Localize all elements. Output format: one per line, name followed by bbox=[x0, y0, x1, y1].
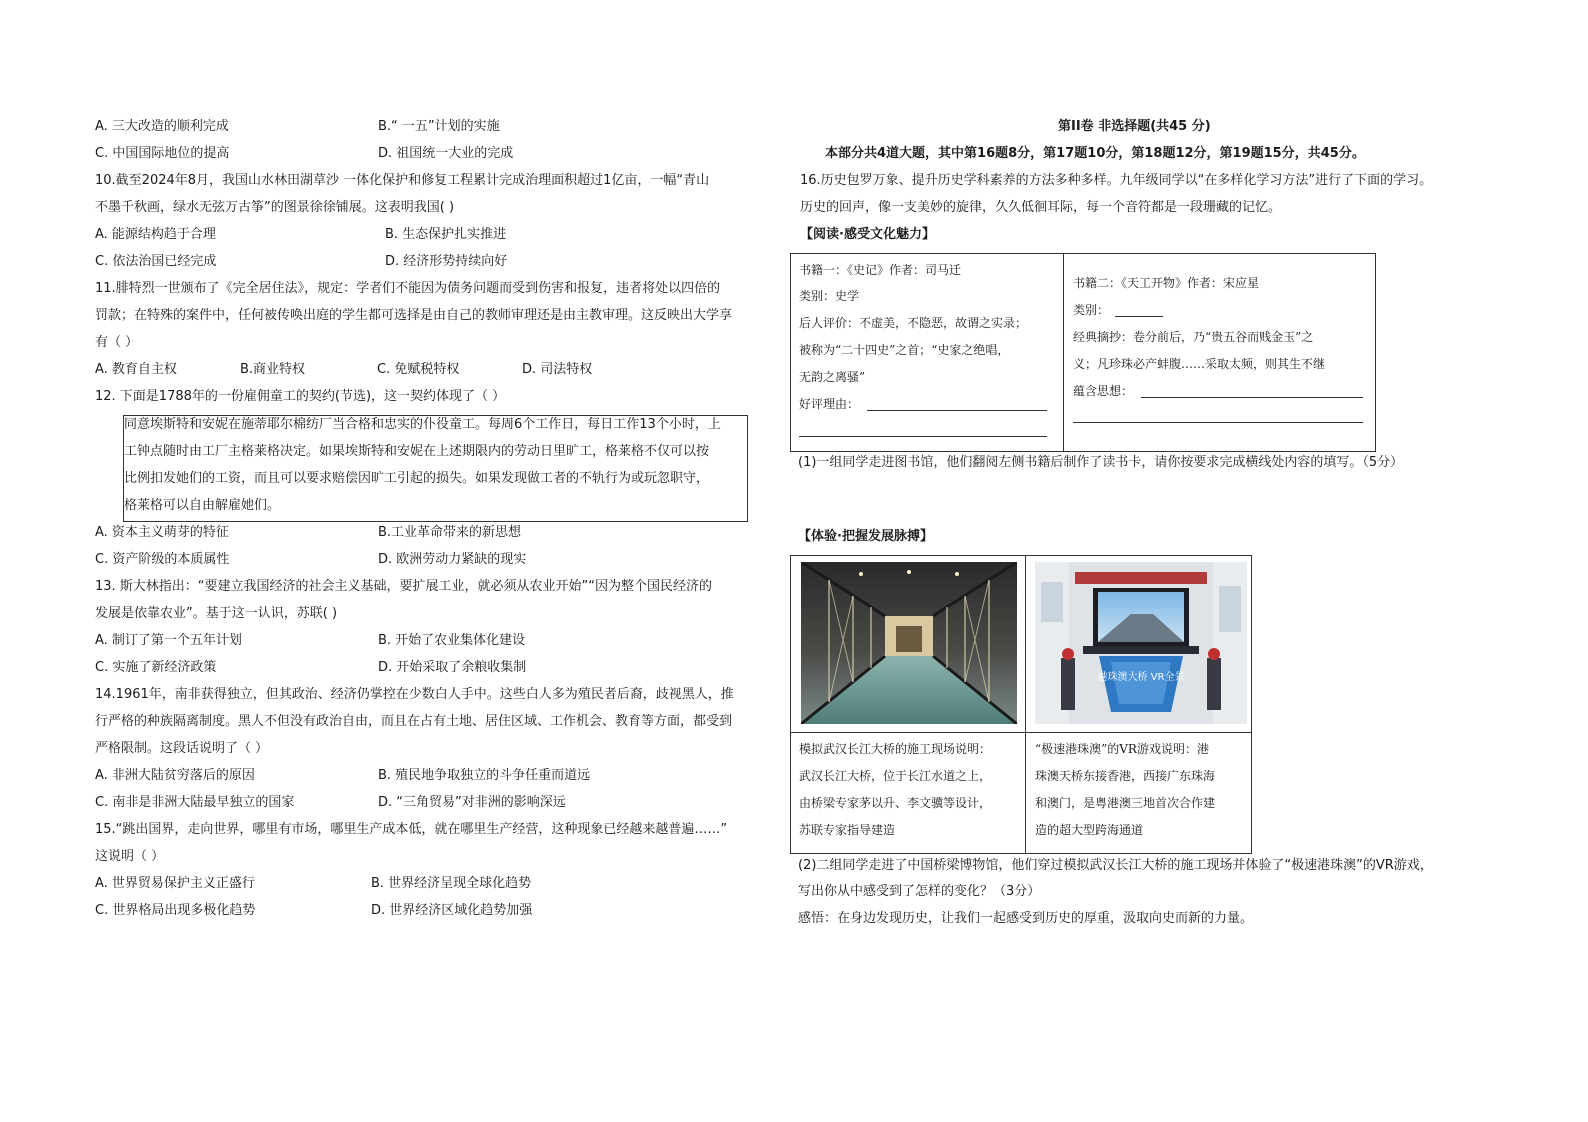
museum-photo-table bbox=[790, 555, 1252, 854]
book1-reason-blank[interactable] bbox=[867, 410, 1047, 411]
vr-booth-image bbox=[1035, 562, 1247, 724]
q10-option-d: D. 经济形势持续向好 bbox=[385, 254, 508, 269]
photo-table-divider bbox=[1025, 556, 1026, 853]
q13-option-c: C. 实施了新经济政策 bbox=[95, 660, 217, 675]
caption2-line1: “极速港珠澳”的VR游戏说明：港 bbox=[1035, 742, 1209, 756]
book1-title: 书籍一：《史记》作者：司马迁 bbox=[799, 263, 962, 277]
q13-option-b: B. 开始了农业集体化建设 bbox=[378, 633, 526, 648]
q10-option-c: C. 依法治国已经完成 bbox=[95, 254, 217, 269]
passage-line4: 格莱格可以自由解雇她们。 bbox=[124, 498, 281, 513]
q15-option-b: B. 世界经济呈现全球化趋势 bbox=[371, 876, 532, 891]
q14-option-a: A. 非洲大陆贫穷落后的原因 bbox=[95, 768, 255, 783]
table-divider bbox=[1063, 254, 1064, 451]
book2-excerpt-line1: 经典摘抄：卷分前后，乃“贵五谷而贱金玉”之 bbox=[1073, 330, 1314, 344]
q12-option-c: C. 资产阶级的本质属性 bbox=[95, 552, 230, 567]
book2-category-label: 类别： bbox=[1073, 303, 1110, 317]
q14-stem-line3: 严格限制。这段话说明了（ ） bbox=[95, 741, 269, 756]
caption1-line3: 由桥梁专家茅以升、李文骥等设计， bbox=[799, 796, 992, 810]
q14-option-d: D. “三角贸易”对非洲的影响深远 bbox=[378, 795, 566, 810]
q10-option-b: B. 生态保护扎实推进 bbox=[385, 227, 507, 242]
q12-option-a: A. 资本主义萌芽的特征 bbox=[95, 525, 229, 540]
q12-option-b: B.工业革命带来的新思想 bbox=[378, 525, 522, 540]
caption1-line4: 苏联专家指导建造 bbox=[799, 823, 896, 837]
caption1-line1: 模拟武汉长江大桥的施工现场说明： bbox=[799, 742, 992, 756]
book1-reason-label: 好评理由： bbox=[799, 397, 860, 411]
book2-title: 书籍二：《天工开物》作者：宋应星 bbox=[1073, 276, 1260, 290]
book1-review-line1: 后人评价：不虚美，不隐恶，故谓之实录； bbox=[799, 316, 1028, 330]
caption2-line2: 珠澳天桥东接香港，西接广东珠海 bbox=[1035, 769, 1216, 783]
q13-stem-line1: 13. 斯大林指出：“要建立我国经济的社会主义基础，要扩展工业，就必须从农业开始”“因为整个国民经济的 bbox=[95, 579, 713, 594]
q15-stem-line1: 15.“跳出国界，走向世界，哪里有市场，哪里生产成本低，就在哪里生产经营，这种现象已经越来越普遍……” bbox=[95, 822, 728, 837]
part-ii-note: 本部分共4道大题，其中第16题8分，第17题10分，第18题12分，第19题15分，共45分。 bbox=[825, 146, 1365, 161]
section-reading-title: 【阅读·感受文化魅力】 bbox=[800, 227, 935, 242]
caption2-line4: 造的超大型跨海通道 bbox=[1035, 823, 1144, 837]
q13-stem-line2: 发展是依靠农业”。基于这一认识，苏联( ) bbox=[95, 606, 338, 621]
passage-line2: 工钟点随时由工厂主格莱格决定。如果埃斯特和安妮在上述期限内的劳动日里旷工，格莱格不仅可以按 bbox=[124, 444, 710, 459]
passage-line3: 比例扣发她们的工资，而且可以要求赔偿因旷工引起的损失。如果发现做工者的不轨行为或玩忽职守， bbox=[124, 471, 710, 486]
section-experience-title: 【体验·把握发展脉搏】 bbox=[798, 529, 933, 544]
sub-question-2-line1: (2)二组同学走进了中国桥梁博物馆，他们穿过模拟武汉长江大桥的施工现场并体验了“极速港珠澳”的VR游戏， bbox=[798, 858, 1433, 873]
q16-stem-line1: 16.历史包罗万象、提升历史学科素养的方法多种多样。九年级同学以“在多样化学习方法”进行了下面的学习。 bbox=[800, 173, 1433, 188]
q9-option-b: B.“ 一五”计划的实施 bbox=[378, 119, 500, 134]
q15-stem-line2: 这说明（ ） bbox=[95, 849, 165, 864]
passage-line1: 同意埃斯特和安妮在施蒂耶尔棉纺厂当合格和忠实的仆役童工。每周6个工作日，每日工作13个小时，上 bbox=[124, 417, 721, 432]
sub-question-1: (1)一组同学走进图书馆，他们翻阅左侧书籍后制作了读书卡，请你按要求完成横线处内容的填写。（5分） bbox=[798, 455, 1404, 470]
book2-category-blank[interactable] bbox=[1115, 316, 1163, 317]
q10-stem-line2: 不墨千秋画，绿水无弦万古筝”的图景徐徐铺展。这表明我国( ) bbox=[95, 200, 455, 215]
q11-option-b: B.商业特权 bbox=[240, 362, 306, 377]
book2-thought-blank-2[interactable] bbox=[1073, 422, 1363, 423]
q9-option-a: A. 三大改造的顺利完成 bbox=[95, 119, 229, 134]
bridge-corridor-image bbox=[801, 562, 1017, 724]
q11-stem-line1: 11.腓特烈一世颁布了《完全居住法》，规定：学者们不能因为债务问题而受到伤害和报复，违者将处以四倍的 bbox=[95, 281, 721, 296]
q9-option-d: D. 祖国统一大业的完成 bbox=[378, 146, 514, 161]
vr-banner-text: 港珠澳大桥 VR全景 bbox=[1097, 672, 1185, 683]
q11-option-c: C. 免赋税特权 bbox=[377, 362, 460, 377]
q15-option-a: A. 世界贸易保护主义正盛行 bbox=[95, 876, 255, 891]
q14-option-b: B. 殖民地争取独立的斗争任重而道远 bbox=[378, 768, 591, 783]
part-ii-title: 第II卷 非选择题(共45 分) bbox=[1058, 119, 1211, 134]
q12-stem: 12. 下面是1788年的一份雇佣童工的契约(节选)，这一契约体现了（ ） bbox=[95, 389, 506, 404]
book2-excerpt-line2: 义；凡珍珠必产蚌腹……采取太频，则其生不继 bbox=[1073, 357, 1326, 371]
caption1-line2: 武汉长江大桥，位于长江水道之上， bbox=[799, 769, 992, 783]
book1-review-line3: 无韵之离骚” bbox=[799, 370, 866, 384]
q14-option-c: C. 南非是非洲大陆最早独立的国家 bbox=[95, 795, 295, 810]
caption2-line3: 和澳门，是粤港澳三地首次合作建 bbox=[1035, 796, 1216, 810]
q16-stem-line2: 历史的回声，像一支美妙的旋律，久久低徊耳际，每一个音符都是一段珊藏的记忆。 bbox=[800, 200, 1282, 215]
sub-question-2-line2: 写出你从中感受到了怎样的变化？（3分） bbox=[798, 884, 1041, 899]
q12-contract-passage bbox=[123, 415, 748, 522]
q15-option-c: C. 世界格局出现多极化趋势 bbox=[95, 903, 256, 918]
vr-game-photo bbox=[1035, 562, 1247, 724]
q11-stem-line2: 罚款；在特殊的案件中，任何被传唤出庭的学生都可选择是由自己的教师审理还是由主教审理。这反映出大学享 bbox=[95, 308, 733, 323]
q14-stem-line2: 行严格的种族隔离制度。黑人不但没有政治自由，而且在占有土地、居住区域、工作机会、教育等方面，都受到 bbox=[95, 714, 733, 729]
q14-stem-line1: 14.1961年，南非获得独立，但其政治、经济仍掌控在少数白人手中。这些白人多为殖民者后裔，歧视黑人，推 bbox=[95, 687, 734, 702]
book1-reason-blank-2[interactable] bbox=[799, 436, 1047, 437]
book2-thought-label: 蕴含思想： bbox=[1073, 384, 1134, 398]
q11-stem-line3: 有（ ） bbox=[95, 335, 139, 350]
q15-option-d: D. 世界经济区域化趋势加强 bbox=[371, 903, 533, 918]
q11-option-d: D. 司法特权 bbox=[522, 362, 593, 377]
closing-reflection: 感悟：在身边发现历史，让我们一起感受到历史的厚重，汲取向史而新的力量。 bbox=[798, 911, 1254, 926]
q11-option-a: A. 教育自主权 bbox=[95, 362, 177, 377]
q12-option-d: D. 欧洲劳动力紧缺的现实 bbox=[378, 552, 527, 567]
q10-option-a: A. 能源结构趋于合理 bbox=[95, 227, 216, 242]
book2-thought-blank[interactable] bbox=[1141, 397, 1363, 398]
q13-option-a: A. 制订了第一个五年计划 bbox=[95, 633, 242, 648]
q13-option-d: D. 开始采取了余粮收集制 bbox=[378, 660, 527, 675]
q9-option-c: C. 中国国际地位的提高 bbox=[95, 146, 230, 161]
book-card-table bbox=[790, 253, 1376, 452]
book1-review-line2: 被称为“二十四史”之首；“史家之绝唱， bbox=[799, 343, 1010, 357]
q10-stem-line1: 10.截至2024年8月，我国山水林田湖草沙 一体化保护和修复工程累计完成治理面积超过1亿亩，一幅“青山 bbox=[95, 173, 710, 188]
book1-category: 类别：史学 bbox=[799, 289, 860, 303]
photo-table-row-divider bbox=[791, 732, 1251, 733]
bridge-corridor-photo bbox=[801, 562, 1017, 724]
